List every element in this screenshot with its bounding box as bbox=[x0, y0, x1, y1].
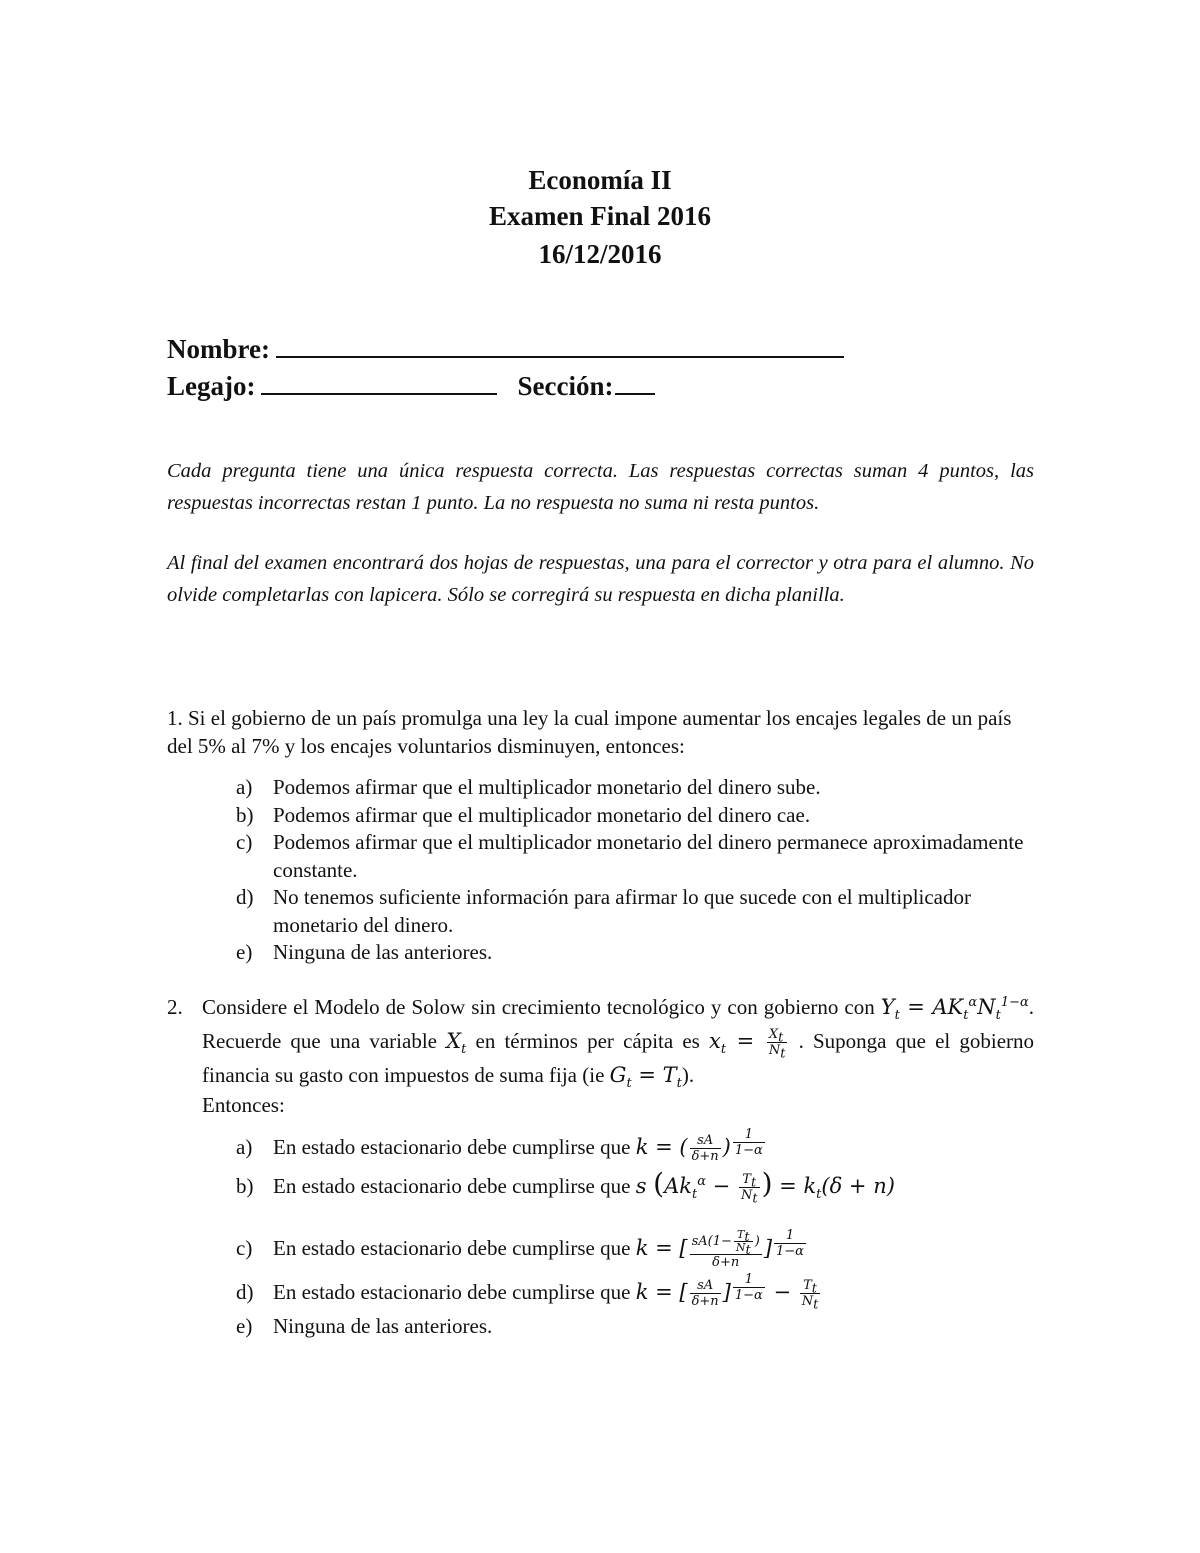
instructions-scoring: Cada pregunta tiene una única respuesta correcta. Las respuestas correctas suman 4 puntos, las respuestas incorrectas restan 1 punto. La no respuesta no suma ni resta puntos. bbox=[167, 460, 1034, 514]
nombre-blank[interactable] bbox=[276, 332, 844, 358]
question-2-stem: Considere el Modelo de Solow sin crecimiento tecnológico y con gobierno con $Y_t = AK_t^\alpha N_t^{1-\alpha}$. Recuerde que una variable $X_t$ en términos per cápita es $x_t$ = $\frac{X_t}{N_t}$ . Suponga que el gobierno financia su gasto con impuestos de suma fija (ie $G_t = T_t$). Entonces: bbox=[202, 995, 1035, 1117]
legajo-blank[interactable] bbox=[261, 369, 497, 395]
q1-option-b[interactable]: b) Podemos afirmar que el multiplicador monetario del dinero cae. bbox=[236, 802, 811, 827]
instructions-answer-sheets: Al final del examen encontrará dos hojas de respuestas, una para el corrector y otra para el alumno. No olvide completarlas con lapicera. Sólo se corregirá su respuesta en dicha planilla. bbox=[167, 552, 1034, 606]
exam-date: 16/12/2016 bbox=[538, 239, 662, 269]
seccion-blank[interactable] bbox=[615, 369, 655, 395]
question-1-stem: 1. Si el gobierno de un país promulga una ley la cual impone aumentar los encajes legales de un país del 5% al 7% y los encajes voluntarios disminuyen, entonces: bbox=[167, 706, 1012, 758]
nombre-label: Nombre: bbox=[167, 334, 270, 364]
q2-option-c[interactable]: c) En estado estacionario debe cumplirse que k = [ sA(1− $\frac{T_t}{N_t}$ ) δ+n ] $^{\frac{1}{1-\alpha}}$ bbox=[236, 1228, 804, 1270]
course-title: Economía II bbox=[528, 165, 672, 195]
q1-option-e[interactable]: e) Ninguna de las anteriores. bbox=[236, 940, 493, 964]
q2-option-b[interactable]: b) En estado estacionario debe cumplirse que s ($Ak_t^\alpha$ − $\frac{T_t}{N_t}$ ) = $k_t(\delta + n)$ bbox=[236, 1167, 895, 1207]
q1-option-a[interactable]: a) Podemos afirmar que el multiplicador monetario del dinero sube. bbox=[236, 775, 821, 799]
production-function: $Y_t = AK_t^\alpha N_t^{1-\alpha}$ bbox=[880, 995, 1029, 1024]
nombre-field[interactable] bbox=[167, 332, 844, 366]
q1-option-d[interactable]: d) No tenemos suficiente información para afirmar lo que sucede con el multiplicador monetario del dinero. bbox=[236, 885, 971, 937]
q2-option-a[interactable]: a) En estado estacionario debe cumplirse que k = ( $\frac{sA}{\delta+n}$ ) $^{\frac{1}{1-\alpha}}$ bbox=[236, 1127, 763, 1164]
q2-option-e[interactable]: e) Ninguna de las anteriores. bbox=[236, 1314, 493, 1338]
per-capita-formula: $x_t$ = $\frac{X_t}{N_t}$ bbox=[709, 1027, 786, 1062]
legajo-field[interactable] bbox=[167, 369, 655, 403]
legajo-label: Legajo: bbox=[167, 371, 256, 401]
question-2-number: 2. bbox=[167, 995, 183, 1019]
question-1-options bbox=[236, 774, 1036, 967]
seccion-label: Sección: bbox=[517, 371, 614, 401]
q1-option-c[interactable]: c) Podemos afirmar que el multiplicador monetario del dinero permanece aproximadamente constante. bbox=[236, 830, 1024, 882]
q2-option-d[interactable]: d) En estado estacionario debe cumplirse que k = [ $\frac{sA}{\delta+n}$ ] $^{\frac{1}{1-\alpha}}$ − $\frac{T_t}{N_t}$ bbox=[236, 1272, 819, 1313]
exam-title: Examen Final 2016 bbox=[488, 201, 711, 231]
